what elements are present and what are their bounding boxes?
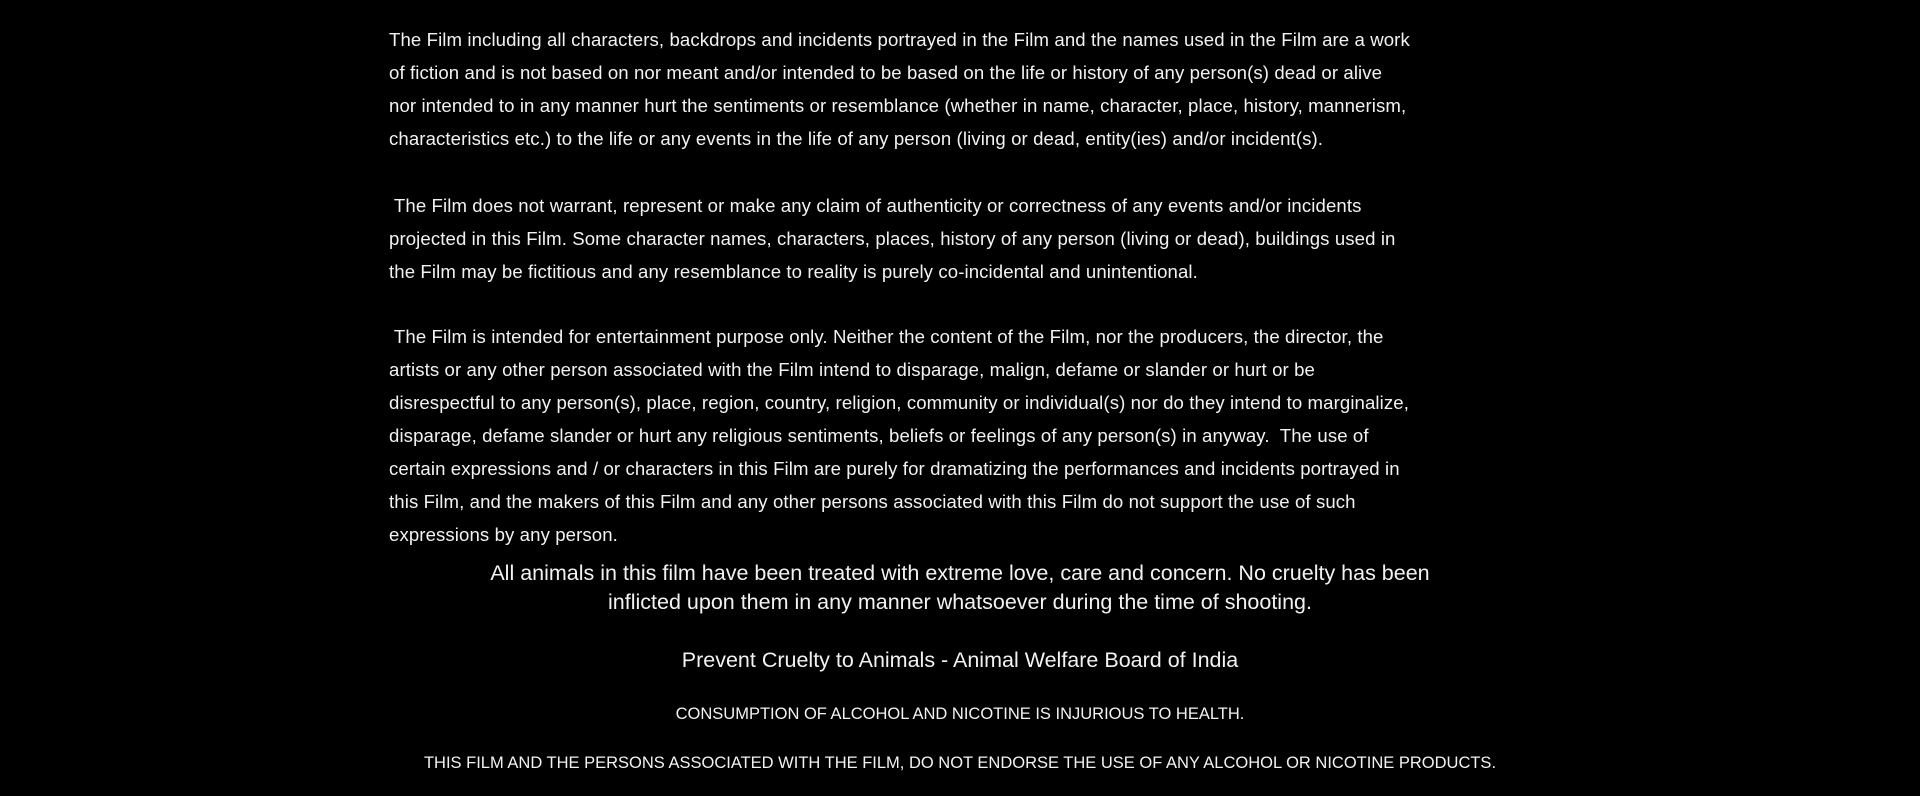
text-line: nor intended to in any manner hurt the sentiments or resemblance (whether in name, character, place, history, mannerism, — [389, 95, 1407, 116]
text-line: artists or any other person associated with the Film intend to disparage, malign, defame or slander or hurt or be — [389, 359, 1315, 380]
text-line: The Film is intended for entertainment purpose only. Neither the content of the Film, nor the producers, the director, the — [389, 326, 1384, 347]
text-line: disparage, defame slander or hurt any religious sentiments, beliefs or feelings of any person(s) in anyway. The use of — [389, 425, 1369, 446]
health-warning: CONSUMPTION OF ALCOHOL AND NICOTINE IS INJURIOUS TO HEALTH. — [675, 705, 1245, 723]
text-line: the Film may be fictitious and any resemblance to reality is purely co-incidental and unintentional. — [389, 261, 1198, 282]
text-line: inflicted upon them in any manner whatsoever during the time of shooting. — [608, 590, 1312, 614]
disclaimer-paragraph-authenticity — [389, 189, 1549, 288]
disclaimer-paragraph-fiction — [389, 23, 1549, 155]
text-line: All animals in this film have been treated with extreme love, care and concern. No cruelty has been — [490, 561, 1430, 585]
animal-welfare-board-line: Prevent Cruelty to Animals - Animal Welfare Board of India — [681, 648, 1239, 672]
disclaimer-paragraph-entertainment — [389, 320, 1549, 551]
animal-welfare-notice — [0, 559, 1920, 617]
text-line: expressions by any person. — [389, 524, 618, 545]
text-line: The Film does not warrant, represent or make any claim of authenticity or correctness of any events and/or incidents — [389, 195, 1362, 216]
text-line: projected in this Film. Some character names, characters, places, history of any person (living or dead), buildings used in — [389, 228, 1396, 249]
text-line: certain expressions and / or characters in this Film are purely for dramatizing the performances and incidents portrayed in — [389, 458, 1400, 479]
non-endorsement-warning: THIS FILM AND THE PERSONS ASSOCIATED WITH THE FILM, DO NOT ENDORSE THE USE OF ANY ALCOHOL OR NICOTINE PRODUCTS. — [423, 754, 1497, 772]
text-line: of fiction and is not based on nor meant and/or intended to be based on the life or history of any person(s) dead or alive — [389, 62, 1383, 83]
text-line: The Film including all characters, backdrops and incidents portrayed in the Film and the names used in the Film are a work — [389, 29, 1410, 50]
text-line: disrespectful to any person(s), place, region, country, religion, community or individual(s) nor do they intend to marginalize, — [389, 392, 1410, 413]
text-line: this Film, and the makers of this Film and any other persons associated with this Film do not support the use of such — [389, 491, 1356, 512]
text-line: characteristics etc.) to the life or any events in the life of any person (living or dead, entity(ies) and/or incident(s). — [389, 128, 1324, 149]
